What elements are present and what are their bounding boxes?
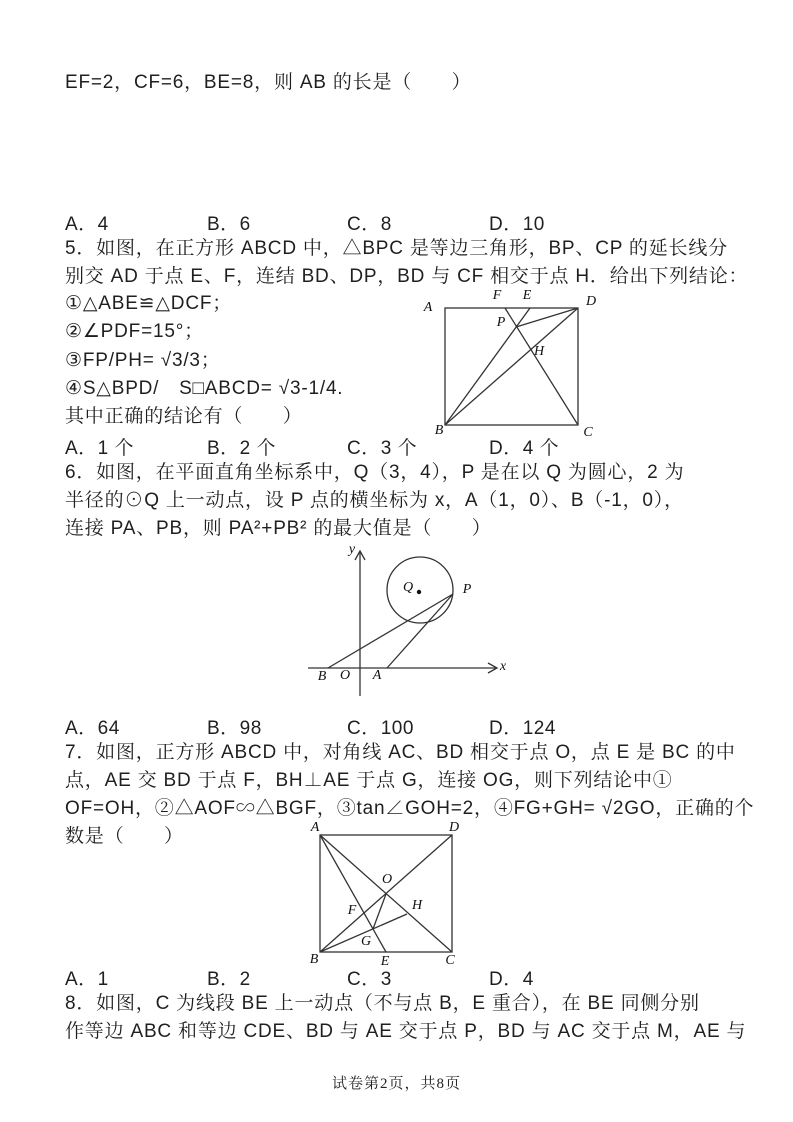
- q7-label-o: O: [381, 872, 393, 888]
- q5-label-b: B: [434, 423, 444, 439]
- q7-option-b: B．2: [207, 969, 251, 990]
- q7-label-e: E: [380, 954, 390, 970]
- page-footer: 试卷第2页，共8页: [331, 1076, 461, 1092]
- q5-label-d: D: [585, 294, 597, 310]
- q7-label-c: C: [445, 953, 455, 969]
- q7-label-b: B: [309, 952, 319, 968]
- q6-option-b: B．98: [207, 718, 262, 739]
- q7-option-c: C．3: [347, 969, 392, 990]
- q5-label-a: A: [423, 300, 433, 316]
- q7-figure-lines: [320, 835, 452, 952]
- q7-option-a: A．1: [65, 969, 109, 990]
- q5-label-e: E: [522, 288, 532, 304]
- q6-label-a: A: [372, 668, 382, 684]
- q6-option-d: D．124: [489, 718, 556, 739]
- q6-label-b: B: [317, 669, 327, 685]
- q5-option-c: C．3 个: [347, 438, 418, 459]
- q6-label-y-axis: y: [348, 542, 356, 558]
- q4-option-d: D．10: [489, 214, 545, 235]
- q8-stem-line1: 8．如图，C 为线段 BE 上一动点（不与点 B，E 重合），在 BE 同侧分别: [65, 993, 700, 1014]
- q5-option-b: B．2 个: [207, 438, 277, 459]
- q8-stem-line2: 作等边 ABC 和等边 CDE、BD 与 AE 交于点 P，BD 与 AC 交于点 M，AE 与: [65, 1021, 747, 1042]
- q6-figure-coordinate-circle: [300, 540, 510, 700]
- q7-label-d: D: [448, 820, 460, 836]
- q6-center-dot: [417, 590, 421, 594]
- q5-label-p: P: [496, 315, 506, 331]
- q5-figure-square-abcd: [423, 286, 603, 441]
- q7-stem-line3: OF=OH，②△AOF∽△BGF，③tan∠GOH=2，④FG+GH= √2GO，正确的个: [65, 798, 755, 819]
- q5-stem-line1: 5．如图，在正方形 ABCD 中，△BPC 是等边三角形，BP、CP 的延长线分: [65, 238, 728, 259]
- q7-label-h: H: [411, 898, 423, 914]
- q6-stem-line1: 6．如图，在平面直角坐标系中，Q（3，4），P 是在以 Q 为圆心，2 为: [65, 462, 685, 483]
- q6-label-x-axis: x: [499, 659, 507, 675]
- q5-label-c: C: [583, 425, 593, 441]
- q6-figure-lines: [308, 551, 497, 696]
- q5-item1: ①△ABE≌△DCF；: [65, 293, 233, 314]
- q6-stem-line3: 连接 PA、PB，则 PA²+PB² 的最大值是（ ）: [65, 518, 492, 539]
- q7-option-d: D．4: [489, 969, 534, 990]
- q5-item2: ②∠PDF=15°；: [65, 321, 204, 342]
- q5-item4: ④S△BPD/ S□ABCD= √3-1/4.: [65, 378, 344, 399]
- q4-option-c: C．8: [347, 214, 392, 235]
- q6-options: [65, 713, 725, 739]
- q6-label-p: P: [462, 582, 472, 598]
- q5-label-f: F: [492, 288, 502, 304]
- q7-stem-line4: 数是（ ）: [65, 826, 184, 847]
- q4-options: [65, 209, 725, 235]
- q6-stem-line2: 半径的⊙Q 上一动点，设 P 点的横坐标为 x，A（1，0）、B（-1，0），: [65, 490, 684, 511]
- q4-option-a: A．4: [65, 214, 109, 235]
- q7-options: [65, 964, 725, 990]
- q5-option-a: A．1 个: [65, 438, 135, 459]
- q5-conclusion: 其中正确的结论有（ ）: [65, 406, 303, 427]
- q7-figure-square-diagonals: [303, 818, 473, 973]
- q5-options: [65, 433, 725, 459]
- q5-figure-lines: [445, 308, 578, 425]
- q6-option-a: A．64: [65, 718, 120, 739]
- q4-stem: EF=2，CF=6，BE=8，则 AB 的长是（ ）: [65, 72, 472, 93]
- q6-option-c: C．100: [347, 718, 414, 739]
- q5-label-h: H: [533, 344, 545, 360]
- q5-option-d: D．4 个: [489, 438, 560, 459]
- q5-stem-line2: 别交 AD 于点 E、F，连结 BD、DP，BD 与 CF 相交于点 H．给出下列结论：: [65, 266, 749, 287]
- q7-label-a: A: [310, 820, 320, 836]
- q6-label-q: Q: [402, 580, 414, 596]
- q4-option-b: B．6: [207, 214, 251, 235]
- q7-label-g: G: [360, 934, 372, 950]
- q7-stem-line1: 7．如图，正方形 ABCD 中，对角线 AC、BD 相交于点 O，点 E 是 BC 的中: [65, 742, 736, 763]
- q7-stem-line2: 点，AE 交 BD 于点 F，BH⊥AE 于点 G，连接 OG，则下列结论中①: [65, 770, 673, 791]
- q6-label-o: O: [339, 668, 351, 684]
- q5-item3: ③FP/PH= √3/3；: [65, 350, 221, 371]
- q7-label-f: F: [347, 903, 357, 919]
